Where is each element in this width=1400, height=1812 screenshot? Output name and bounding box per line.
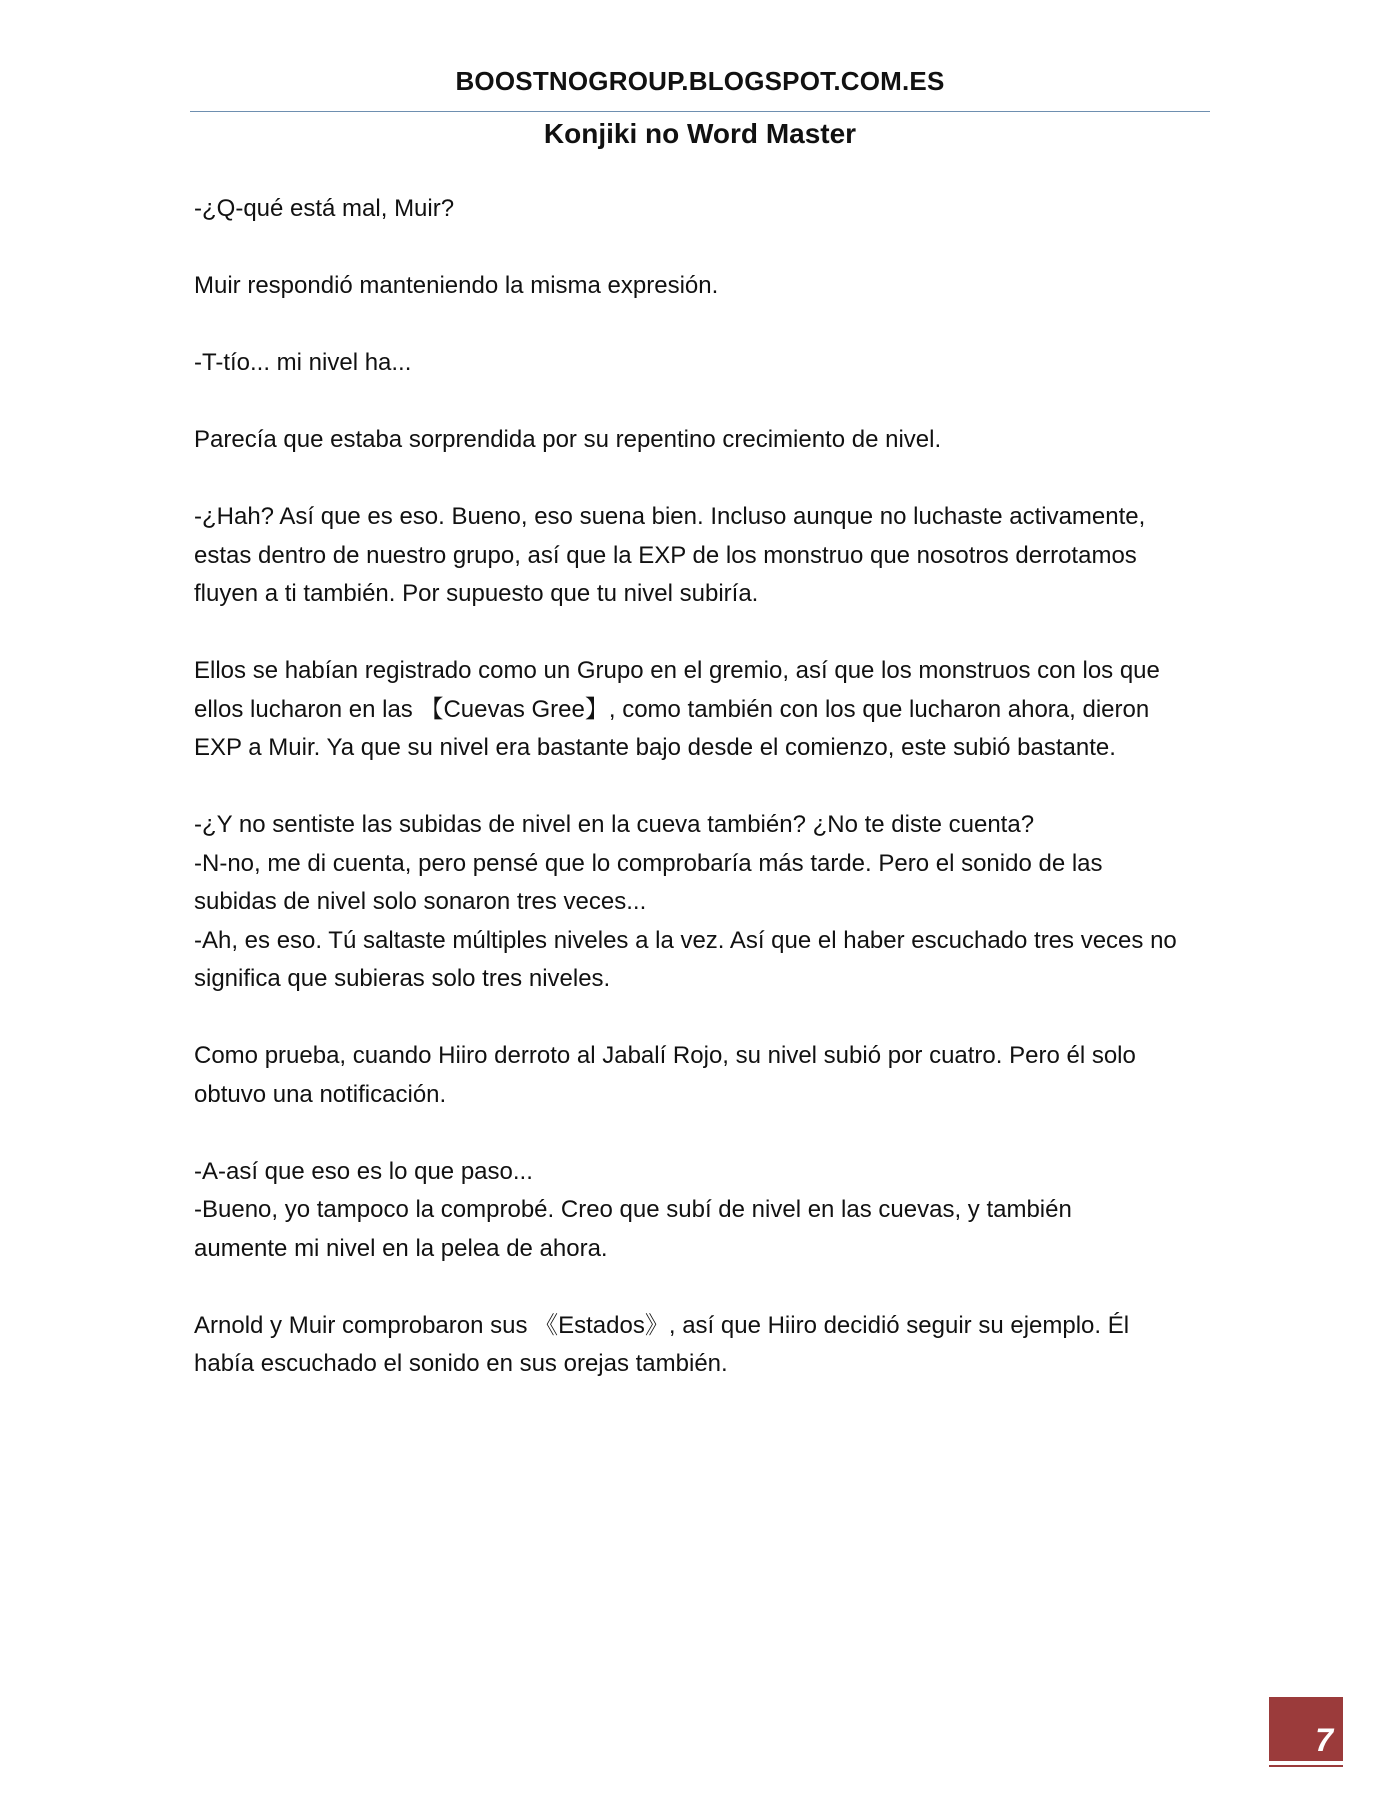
text-line: -A-así que eso es lo que paso... xyxy=(194,1157,533,1185)
text-line: aumente mi nivel en la pelea de ahora. xyxy=(194,1234,608,1262)
text-line: estas dentro de nuestro grupo, así que la EXP de los monstruo que nosotros derrotamos xyxy=(194,541,1137,569)
text-line: Muir respondió manteniendo la misma expresión. xyxy=(194,272,719,299)
text-line: -Ah, es eso. Tú saltaste múltiples niveles a la vez. Así que el haber escuchado tres veces no xyxy=(194,926,1177,954)
text-line: EXP a Muir. Ya que su nivel era bastante bajo desde el comienzo, este subió bastante. xyxy=(194,734,1116,761)
text-line: -¿Y no sentiste las subidas de nivel en la cueva también? ¿No te diste cuenta? xyxy=(194,811,1035,838)
text-line: -¿Hah? Así que es eso. Bueno, eso suena bien. Incluso aunque no luchaste activamente, xyxy=(194,503,1146,530)
text-line: Como prueba, cuando Hiiro derroto al Jabalí Rojo, su nivel subió por cuatro. Pero él solo xyxy=(194,1042,1136,1069)
header-divider xyxy=(190,111,1210,112)
document-body xyxy=(194,190,1209,1422)
page-number: 7 xyxy=(1315,1722,1333,1758)
text-line: -¿Q-qué está mal, Muir? xyxy=(194,195,455,222)
paragraph xyxy=(194,1307,1209,1384)
text-line: -N-no, me di cuenta, pero pensé que lo comprobaría más tarde. Pero el sonido de las xyxy=(194,849,1103,877)
site-url: BOOSTNOGROUP.BLOGSPOT.COM.ES xyxy=(455,66,945,96)
paragraph xyxy=(194,421,1209,460)
page-number-underline xyxy=(1269,1765,1343,1767)
text-line: fluyen a ti también. Por supuesto que tu nivel subiría. xyxy=(194,580,759,607)
text-line: ellos lucharon en las 【Cuevas Gree】, como también con los que lucharon ahora, dieron xyxy=(194,695,1150,723)
paragraph xyxy=(194,267,1209,306)
document-title: Konjiki no Word Master xyxy=(543,118,857,149)
text-line: significa que subieras solo tres niveles. xyxy=(194,965,611,992)
text-line: había escuchado el sonido en sus orejas también. xyxy=(194,1350,728,1377)
paragraph xyxy=(194,806,1209,999)
text-line: Parecía que estaba sorprendida por su repentino crecimiento de nivel. xyxy=(194,426,942,453)
page-number-badge xyxy=(1269,1697,1343,1761)
text-line: -Bueno, yo tampoco la comprobé. Creo que subí de nivel en las cuevas, y también xyxy=(194,1196,1072,1223)
paragraph xyxy=(194,498,1209,614)
text-line: Ellos se habían registrado como un Grupo en el gremio, así que los monstruos con los que xyxy=(194,657,1160,684)
paragraph xyxy=(194,1153,1209,1269)
paragraph xyxy=(194,652,1209,768)
text-line: subidas de nivel solo sonaron tres veces... xyxy=(194,888,647,915)
paragraph xyxy=(194,1037,1209,1114)
paragraph xyxy=(194,344,1209,383)
text-line: obtuvo una notificación. xyxy=(194,1080,447,1108)
paragraph xyxy=(194,190,1209,229)
text-line: Arnold y Muir comprobaron sus 《Estados》, así que Hiiro decidió seguir su ejemplo. Él xyxy=(194,1311,1130,1339)
text-line: -T-tío... mi nivel ha... xyxy=(194,349,412,376)
